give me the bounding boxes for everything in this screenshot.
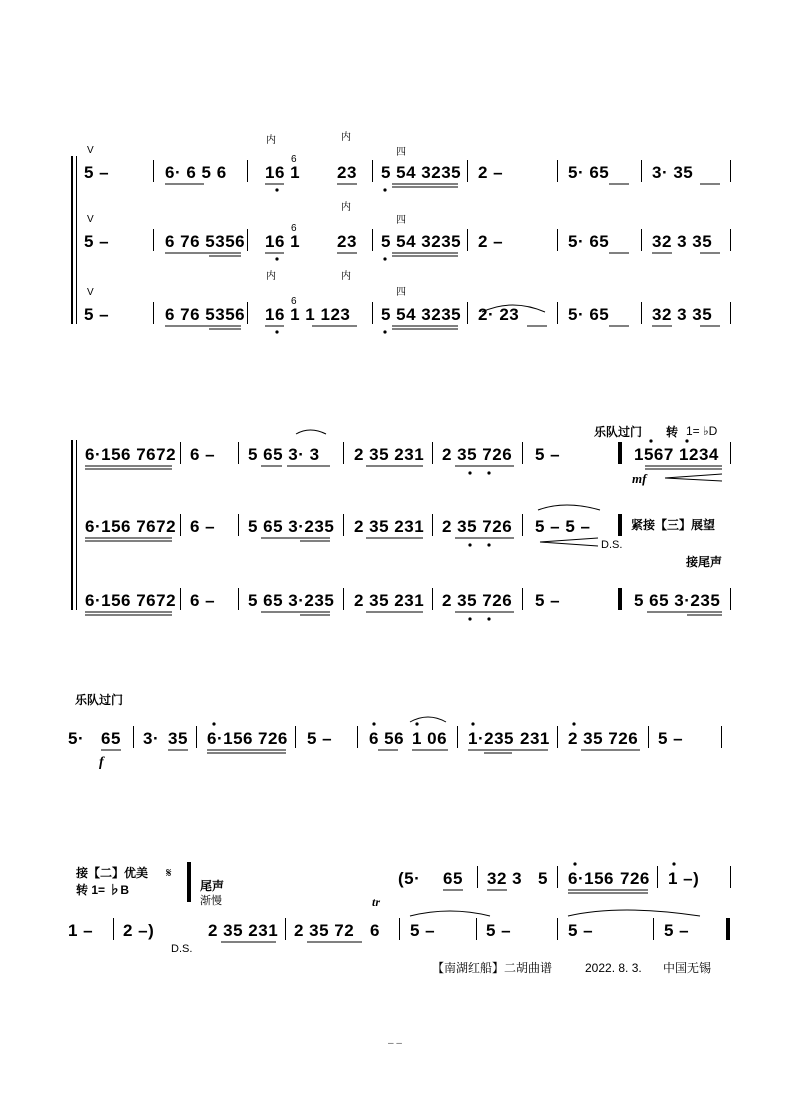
fingering-mark: 6 <box>291 296 297 307</box>
note-group: 5 54 3235 <box>381 305 462 324</box>
note-group: 6 76 5356 <box>165 232 246 251</box>
ds-marking: D.S. <box>171 943 193 955</box>
note-group: 5· 65 <box>568 232 610 251</box>
note-group: 1567 1234 <box>634 445 719 464</box>
note-group: 5· 65 <box>568 305 610 324</box>
note-group: 5 – <box>535 591 561 610</box>
fingering-mark: 四 <box>396 215 406 226</box>
note-group: 2· 23 <box>478 305 520 324</box>
note: 3· <box>143 729 160 748</box>
band-interlude-label: 乐队过门 <box>75 693 124 707</box>
coda-label: 尾声 <box>200 879 225 893</box>
note-group: 5 54 3235 <box>381 163 462 182</box>
note: 5· <box>68 729 85 748</box>
coda-join-label: 接尾声 <box>686 555 723 569</box>
note: 2 35 72 <box>294 921 355 940</box>
bow-mark: V <box>87 214 94 225</box>
note: 5 – <box>307 729 333 748</box>
note-group: 2 – <box>478 232 504 251</box>
note-group: 2 – <box>478 163 504 182</box>
note: 5 – <box>568 921 594 940</box>
segno-sign: 𝄋 <box>166 865 172 880</box>
footer-place: 中国无锡 <box>663 961 712 975</box>
note: 2 35 231 <box>208 921 279 940</box>
note-group: 2 35 726 <box>442 591 513 610</box>
note: 35 <box>168 729 188 748</box>
bow-mark: V <box>87 287 94 298</box>
fingering-mark: 四 <box>396 287 406 298</box>
ds-marking: D.S. <box>601 539 623 551</box>
note-group: 2 35 726 <box>442 517 513 536</box>
note: 1 –) <box>668 869 700 888</box>
note: 6 <box>370 921 380 940</box>
note: 5 – <box>658 729 684 748</box>
page-number: – – <box>388 1038 402 1049</box>
note-group: 5 – 5 – <box>535 517 591 536</box>
fingering-mark: 四 <box>396 147 406 158</box>
note: 726 <box>620 869 650 888</box>
note-group: 5 65 3·235 <box>634 591 721 610</box>
fingering-mark: 内 <box>341 202 351 213</box>
note-group: 6·156 7672 <box>85 591 177 610</box>
note-group: 6 – <box>190 445 216 464</box>
note: 1 – <box>68 921 94 940</box>
bow-mark: V <box>87 145 94 156</box>
note-group: 5 – <box>535 445 561 464</box>
note: 32 3 <box>487 869 523 888</box>
note-group: 6·156 7672 <box>85 517 177 536</box>
note-group: 5 65 3·235 <box>248 591 335 610</box>
note-group: 16 1 <box>265 163 301 182</box>
note-group: 5 54 3235 <box>381 232 462 251</box>
note-group: 5 – <box>84 305 110 324</box>
note-group: 6 – <box>190 517 216 536</box>
note: 2 35 726 <box>568 729 639 748</box>
key-signature: 1= ♭D <box>686 424 718 438</box>
fingering-mark: 内 <box>266 135 276 146</box>
band-interlude-label: 乐队过门 <box>594 425 643 439</box>
note-group: 5 65 3· 3 <box>248 445 320 464</box>
note: 1 06 <box>412 729 448 748</box>
note: 1·235 <box>468 729 514 748</box>
footer-date: 2022. 8. 3. <box>585 961 642 975</box>
dynamic-marking: f <box>99 755 104 770</box>
fingering-mark: 6 <box>291 154 297 165</box>
dynamic-marking: mf <box>632 471 647 486</box>
note: 726 <box>258 729 288 748</box>
note-group: 23 <box>337 163 357 182</box>
fingering-mark: 内 <box>341 271 351 282</box>
note-group: 5 – <box>84 163 110 182</box>
note-group: 2 35 231 <box>354 517 425 536</box>
note-group: 5· 65 <box>568 163 610 182</box>
note-group: 5 65 3·235 <box>248 517 335 536</box>
footer-title: 【南湖红船】二胡曲谱 <box>432 961 553 975</box>
note: 65 <box>101 729 121 748</box>
note: (5· <box>398 869 421 888</box>
modulation-label: 转 <box>666 425 679 439</box>
note: 5 <box>538 869 548 888</box>
tempo-label: 渐慢 <box>200 895 222 907</box>
tight-join-label: 紧接【三】展望 <box>631 518 716 532</box>
note: 2 –) <box>123 921 155 940</box>
note-group: 6· 6 5 6 <box>165 163 227 182</box>
note: 5 – <box>410 921 436 940</box>
note-group: 6 76 5356 <box>165 305 246 324</box>
trill-mark: tr <box>372 895 381 909</box>
note: 6·156 <box>207 729 253 748</box>
fingering-mark: 6 <box>291 223 297 234</box>
note: 5 – <box>486 921 512 940</box>
note-group: 16 1 <box>265 232 301 251</box>
note: 6·156 <box>568 869 614 888</box>
note-group: 23 <box>337 232 357 251</box>
modulation-label: 转 1= ♭B <box>76 883 130 897</box>
fingering-mark: 内 <box>341 132 351 143</box>
note-group: 2 35 231 <box>354 445 425 464</box>
join-label: 接【二】优美 <box>76 866 149 880</box>
note-group: 16 1 1 123 <box>265 305 351 324</box>
fingering-mark: 内 <box>266 271 276 282</box>
note-group: 2 35 726 <box>442 445 513 464</box>
note-group: 6 – <box>190 591 216 610</box>
note-group: 6·156 7672 <box>85 445 177 464</box>
note: 5 – <box>664 921 690 940</box>
note: 231 <box>520 729 550 748</box>
note: 6 56 <box>369 729 405 748</box>
note-group: 32 3 35 <box>652 305 713 324</box>
note: 65 <box>443 869 463 888</box>
note-group: 2 35 231 <box>354 591 425 610</box>
note-group: 3· 35 <box>652 163 694 182</box>
note-group: 5 – <box>84 232 110 251</box>
note-group: 32 3 35 <box>652 232 713 251</box>
